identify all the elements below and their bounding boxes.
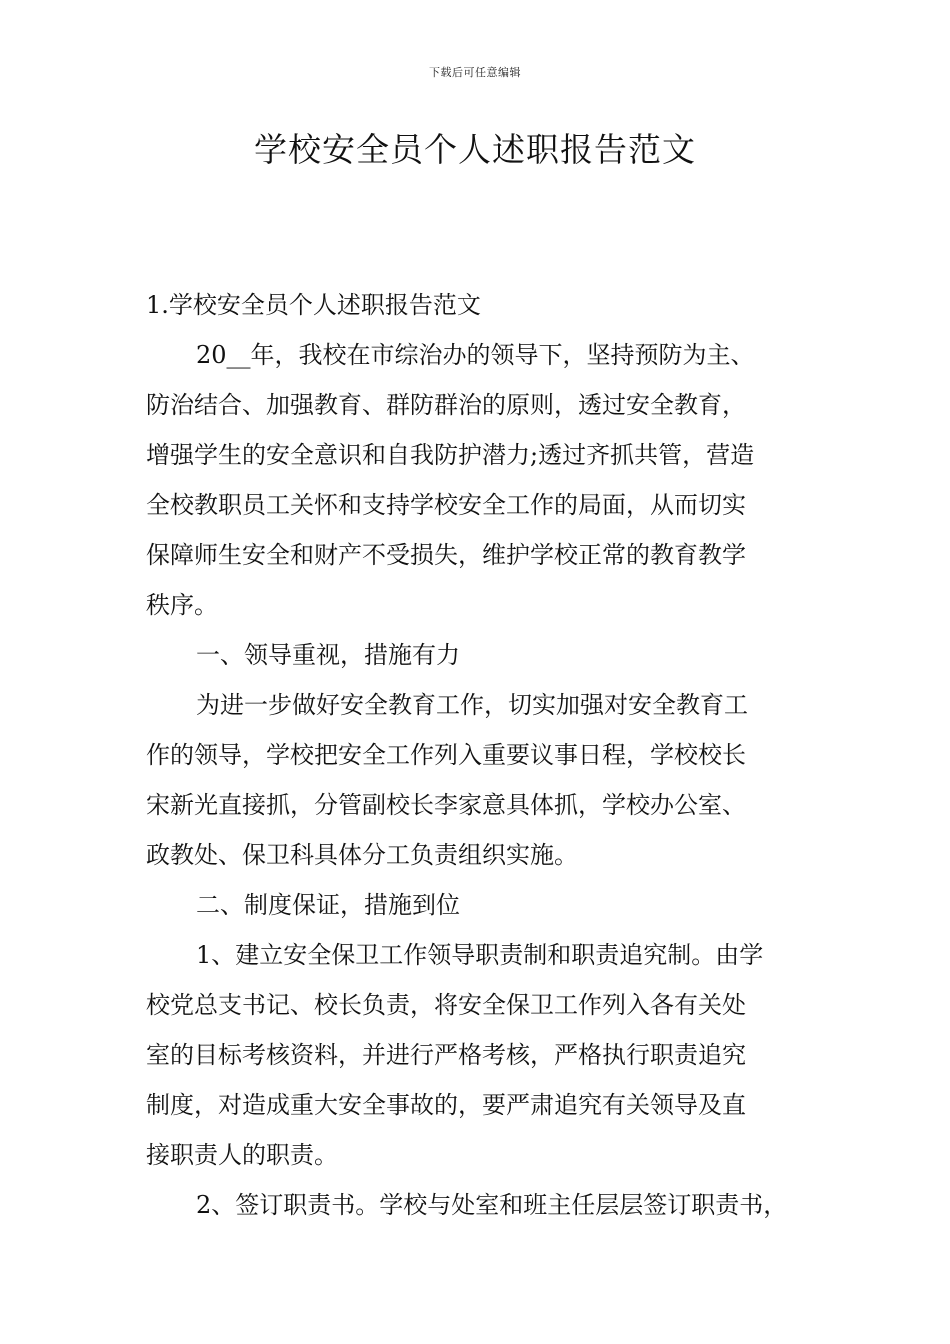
section-heading: 1.学校安全员个人述职报告范文 — [146, 291, 481, 319]
header-note: 下载后可任意编辑 — [429, 66, 521, 79]
paragraph-line: 2、签订职责书。学校与处室和班主任层层签订职责书， — [196, 1191, 788, 1219]
paragraph-line: 增强学生的安全意识和自我防护潜力;透过齐抓共管，营造 — [146, 441, 755, 469]
paragraph-line: 保障师生安全和财产不受损失，维护学校正常的教育教学 — [146, 541, 746, 569]
paragraph-line: 校党总支书记、校长负责，将安全保卫工作列入各有关处 — [146, 991, 746, 1019]
paragraph-line: 接职责人的职责。 — [146, 1141, 338, 1169]
subheading: 二、制度保证，措施到位 — [196, 891, 460, 919]
paragraph-line: 为进一步做好安全教育工作，切实加强对安全教育工 — [196, 691, 748, 719]
paragraph-line: 政教处、保卫科具体分工负责组织实施。 — [146, 841, 578, 869]
paragraph-line: 1、建立安全保卫工作领导职责制和职责追究制。由学 — [196, 941, 764, 969]
paragraph-line: 制度，对造成重大安全事故的，要严肃追究有关领导及直 — [146, 1091, 746, 1119]
paragraph-line: 20__年，我校在市综治办的领导下，坚持预防为主、 — [196, 341, 755, 369]
paragraph-line: 全校教职员工关怀和支持学校安全工作的局面，从而切实 — [146, 491, 746, 519]
document-body — [146, 280, 818, 1230]
paragraph-line: 防治结合、加强教育、群防群治的原则，透过安全教育， — [146, 391, 746, 419]
paragraph-line: 室的目标考核资料，并进行严格考核，严格执行职责追究 — [146, 1041, 746, 1069]
document-title: 学校安全员个人述职报告范文 — [254, 130, 696, 169]
subheading: 一、领导重视，措施有力 — [196, 641, 460, 669]
paragraph-line: 作的领导，学校把安全工作列入重要议事日程，学校校长 — [146, 741, 746, 769]
paragraph-line: 宋新光直接抓，分管副校长李家意具体抓，学校办公室、 — [146, 791, 746, 819]
paragraph-line: 秩序。 — [146, 591, 218, 619]
